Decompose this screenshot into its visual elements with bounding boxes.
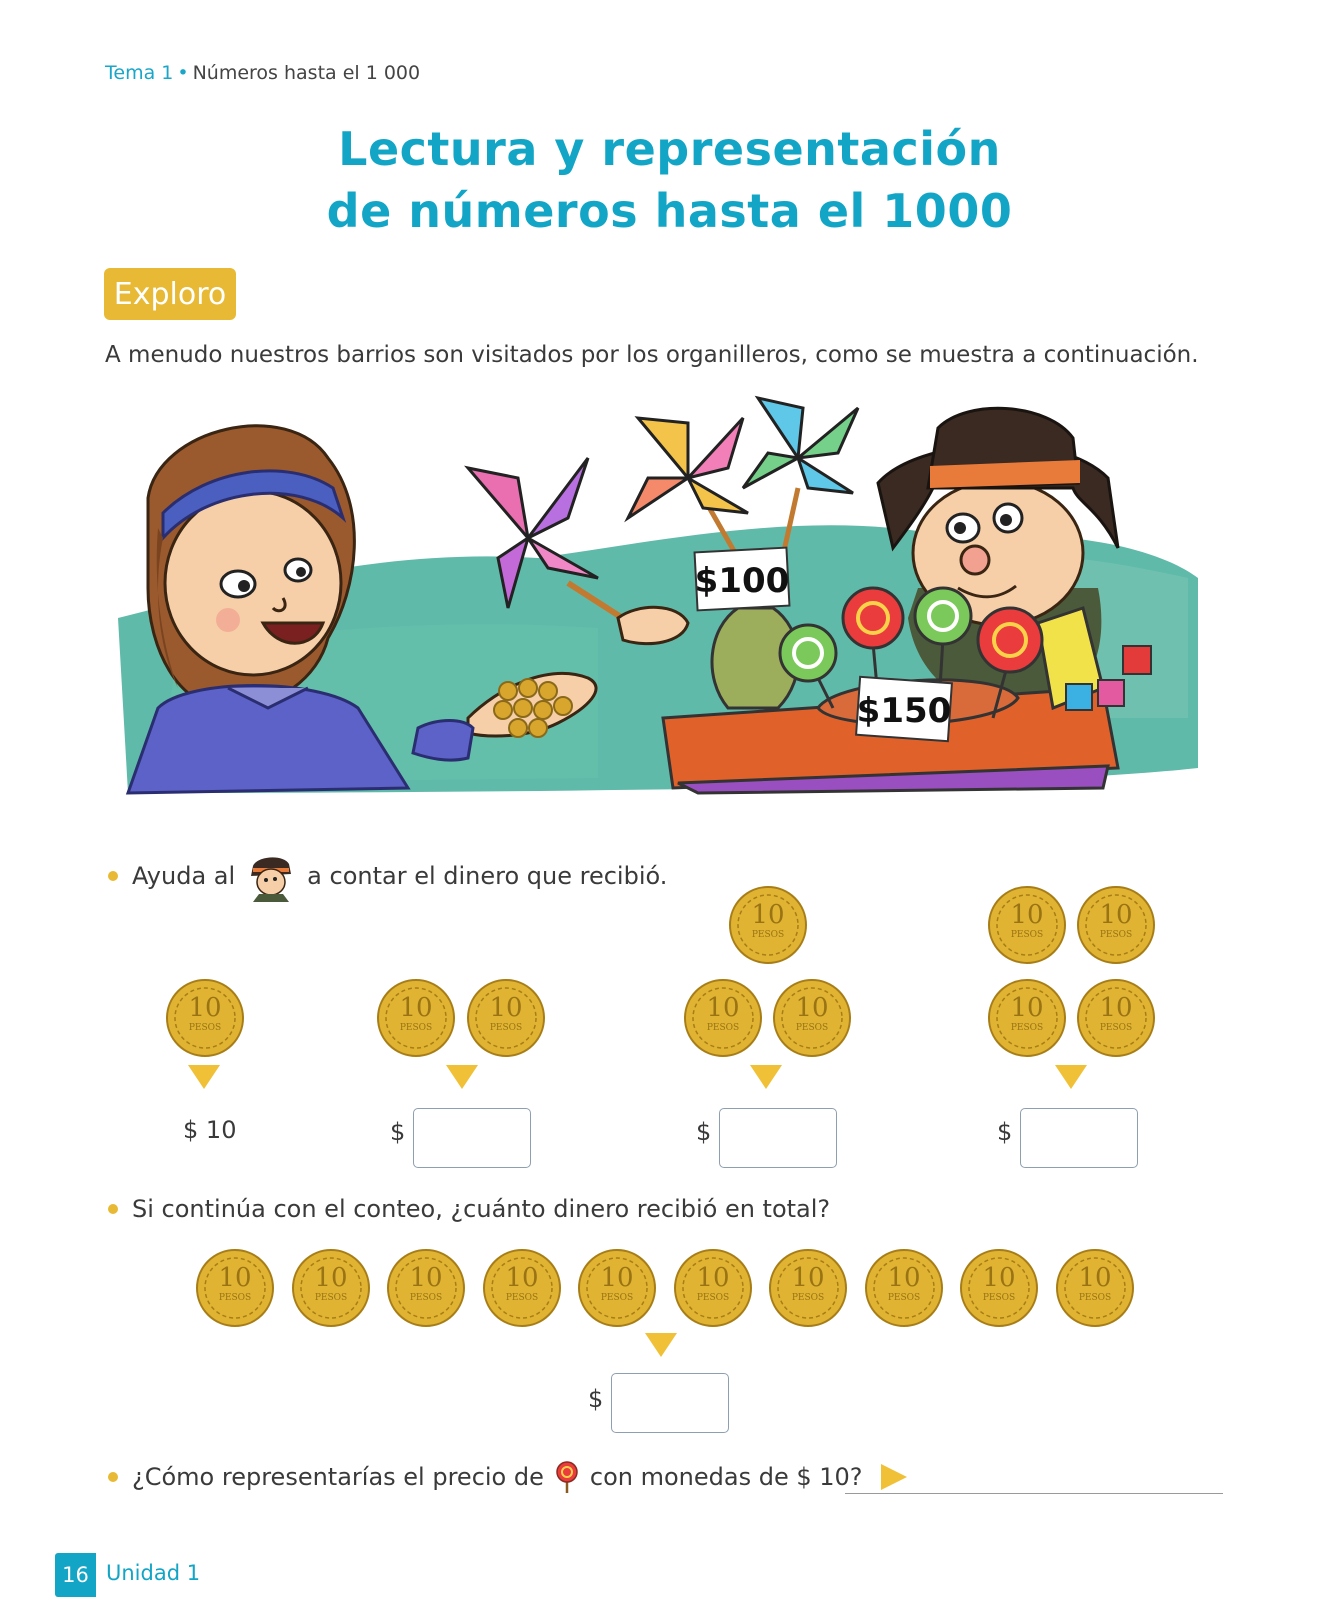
coin-10-icon bbox=[1076, 885, 1156, 965]
svg-text:10: 10 bbox=[1010, 993, 1044, 1023]
organ-grinder-icon bbox=[245, 850, 297, 902]
svg-text:PESOS: PESOS bbox=[1099, 1023, 1133, 1033]
group-3-answer-box[interactable] bbox=[719, 1108, 837, 1168]
svg-text:PESOS: PESOS bbox=[600, 1293, 634, 1303]
coin-10-icon bbox=[864, 1248, 944, 1328]
svg-text:10: 10 bbox=[791, 1263, 825, 1293]
question-1 bbox=[108, 850, 667, 902]
group-2-answer-box[interactable] bbox=[413, 1108, 531, 1168]
svg-text:10: 10 bbox=[706, 993, 740, 1023]
svg-text:10: 10 bbox=[409, 1263, 443, 1293]
svg-text:PESOS: PESOS bbox=[218, 1293, 252, 1303]
group-2-currency: $ bbox=[390, 1118, 406, 1146]
svg-text:PESOS: PESOS bbox=[887, 1293, 920, 1303]
down-arrow-icon bbox=[1055, 1065, 1087, 1089]
question-2 bbox=[108, 1195, 830, 1223]
svg-text:10: 10 bbox=[399, 993, 433, 1023]
organ-grinder-illustration bbox=[118, 388, 1218, 818]
svg-text:10: 10 bbox=[1099, 900, 1133, 930]
bullet-icon bbox=[108, 871, 118, 881]
svg-text:10: 10 bbox=[751, 900, 785, 930]
coin-10-icon bbox=[376, 978, 456, 1058]
down-arrow-icon bbox=[750, 1065, 782, 1089]
coin-10-icon bbox=[673, 1248, 753, 1328]
group-4-answer-box[interactable] bbox=[1020, 1108, 1138, 1168]
price-tag-pinwheel bbox=[695, 548, 790, 611]
topic-label: Números hasta el 1 000 bbox=[192, 62, 421, 84]
svg-text:PESOS: PESOS bbox=[188, 1023, 222, 1033]
coin-10-icon bbox=[577, 1248, 657, 1328]
breadcrumb bbox=[105, 62, 420, 84]
coin-10-icon bbox=[683, 978, 763, 1058]
svg-text:10: 10 bbox=[1010, 900, 1044, 930]
group-4-currency: $ bbox=[997, 1118, 1013, 1146]
page-title-line-2: de números hasta el 1000 bbox=[326, 184, 1013, 238]
question-1-text-before: Ayuda al bbox=[132, 862, 236, 890]
coin-10-icon bbox=[482, 1248, 562, 1328]
svg-text:PESOS: PESOS bbox=[982, 1293, 1016, 1303]
lollipop-icon bbox=[554, 1460, 580, 1494]
svg-text:10: 10 bbox=[218, 1263, 252, 1293]
svg-text:PESOS: PESOS bbox=[795, 1023, 829, 1033]
coin-10-icon bbox=[1055, 1248, 1135, 1328]
question-3-answer-line[interactable] bbox=[845, 1493, 1223, 1494]
svg-text:PESOS: PESOS bbox=[696, 1293, 729, 1303]
svg-text:PESOS: PESOS bbox=[706, 1023, 740, 1033]
coin-10-icon bbox=[772, 978, 852, 1058]
question-2-text: Si continúa con el conteo, ¿cuánto dinero recibió en total? bbox=[132, 1195, 831, 1223]
coin-10-icon bbox=[165, 978, 245, 1058]
coin-10-icon bbox=[728, 885, 808, 965]
coin-10-icon bbox=[768, 1248, 848, 1328]
page-title-line-1: Lectura y representación bbox=[338, 122, 1001, 176]
price-tag-lollipop bbox=[856, 677, 952, 741]
unit-label: Unidad 1 bbox=[106, 1561, 201, 1585]
coin-10-icon bbox=[1076, 978, 1156, 1058]
coin-10-icon bbox=[386, 1248, 466, 1328]
question-1-text-after: a contar el dinero que recibió. bbox=[307, 862, 668, 890]
down-arrow-icon bbox=[188, 1065, 220, 1089]
down-arrow-icon bbox=[645, 1333, 677, 1357]
breadcrumb-separator: • bbox=[177, 62, 189, 84]
section-badge: Exploro bbox=[104, 268, 236, 320]
total-answer-box[interactable] bbox=[611, 1373, 729, 1433]
coin-10-icon bbox=[987, 885, 1067, 965]
question-3 bbox=[108, 1460, 909, 1494]
page-title bbox=[0, 118, 1339, 242]
price-150-label: $150 bbox=[856, 691, 952, 731]
bullet-icon bbox=[108, 1472, 118, 1482]
svg-text:PESOS: PESOS bbox=[1099, 930, 1133, 940]
bullet-icon bbox=[108, 1204, 118, 1214]
group-3-currency: $ bbox=[696, 1118, 712, 1146]
svg-text:PESOS: PESOS bbox=[409, 1293, 443, 1303]
question-3-text-before: ¿Cómo representarías el precio de bbox=[132, 1463, 544, 1491]
svg-text:PESOS: PESOS bbox=[314, 1293, 347, 1303]
coin-10-icon bbox=[959, 1248, 1039, 1328]
svg-text:10: 10 bbox=[313, 1263, 348, 1293]
price-100-label: $100 bbox=[694, 561, 790, 601]
svg-text:10: 10 bbox=[489, 993, 523, 1023]
svg-text:PESOS: PESOS bbox=[489, 1023, 523, 1033]
down-arrow-icon bbox=[446, 1065, 478, 1089]
coin-10-icon bbox=[291, 1248, 371, 1328]
svg-text:PESOS: PESOS bbox=[399, 1023, 433, 1033]
tema-label: Tema 1 bbox=[105, 62, 174, 84]
svg-text:10: 10 bbox=[886, 1263, 921, 1293]
svg-text:10: 10 bbox=[188, 993, 222, 1023]
svg-text:10: 10 bbox=[504, 1263, 539, 1293]
svg-text:10: 10 bbox=[695, 1263, 730, 1293]
svg-text:10: 10 bbox=[600, 1263, 634, 1293]
coin-10-icon bbox=[987, 978, 1067, 1058]
svg-text:10: 10 bbox=[795, 993, 829, 1023]
page-number: 16 bbox=[55, 1553, 96, 1597]
svg-text:PESOS: PESOS bbox=[1010, 1023, 1044, 1033]
right-arrow-icon bbox=[879, 1462, 909, 1492]
svg-text:PESOS: PESOS bbox=[751, 930, 785, 940]
question-3-text-after: con monedas de $ 10? bbox=[589, 1463, 863, 1491]
group-1-value: $ 10 bbox=[183, 1116, 237, 1144]
svg-text:PESOS: PESOS bbox=[505, 1293, 538, 1303]
svg-text:10: 10 bbox=[982, 1263, 1016, 1293]
intro-text: A menudo nuestros barrios son visitados por los organilleros, como se muestra a continuación. bbox=[105, 342, 1199, 368]
svg-text:10: 10 bbox=[1077, 1263, 1112, 1293]
coin-10-icon bbox=[195, 1248, 275, 1328]
svg-text:PESOS: PESOS bbox=[1078, 1293, 1111, 1303]
coin-10-icon bbox=[466, 978, 546, 1058]
svg-text:PESOS: PESOS bbox=[1010, 930, 1044, 940]
svg-text:PESOS: PESOS bbox=[791, 1293, 825, 1303]
total-currency: $ bbox=[588, 1385, 604, 1413]
svg-text:10: 10 bbox=[1099, 993, 1133, 1023]
